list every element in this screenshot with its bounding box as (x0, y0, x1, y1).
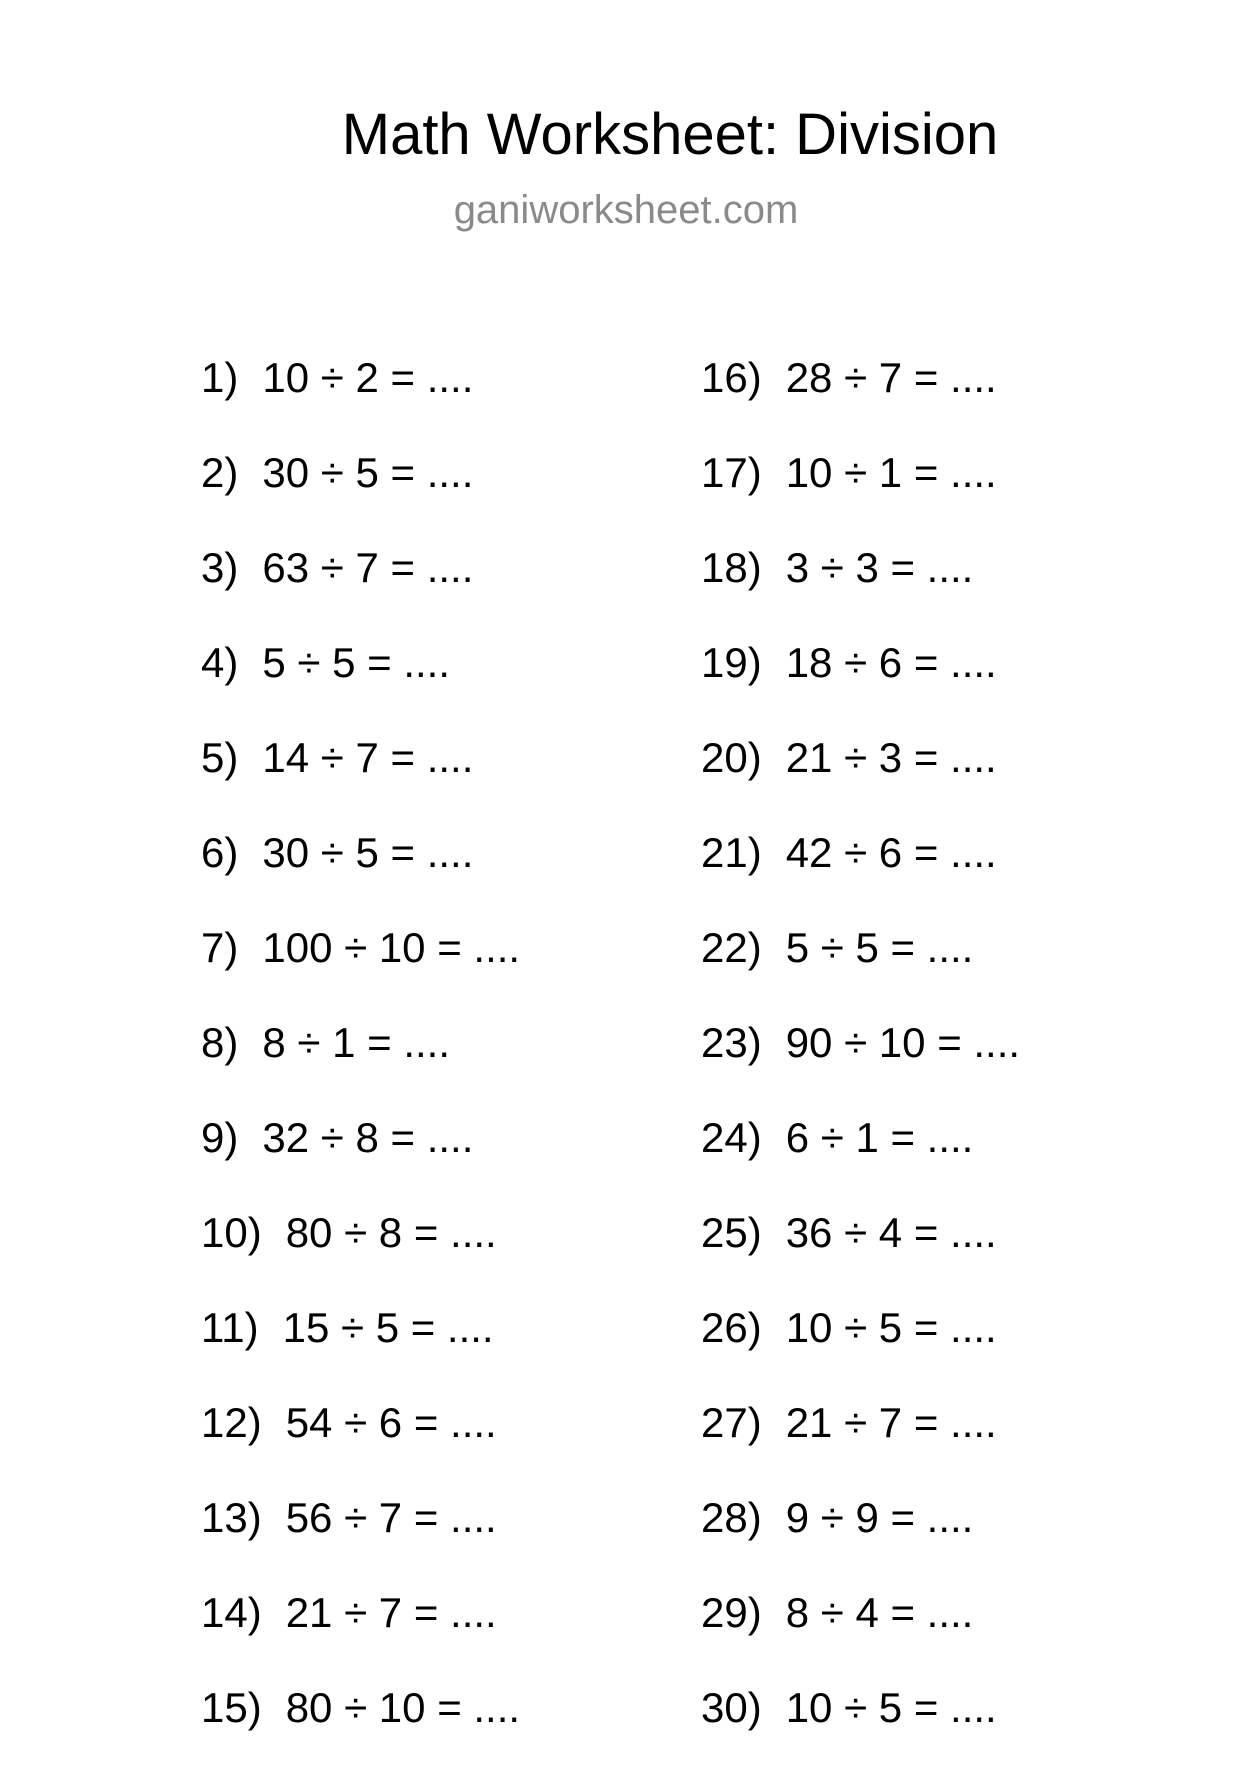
problem-expression: 30 ÷ 5 = .... (262, 829, 474, 876)
problem-expression: 30 ÷ 5 = .... (262, 449, 474, 496)
problem-expression: 14 ÷ 7 = .... (262, 734, 474, 781)
problems-column-right (701, 346, 1020, 1771)
problem-expression: 3 ÷ 3 = .... (785, 544, 974, 591)
problem-expression: 63 ÷ 7 = .... (262, 544, 474, 591)
problem-expression: 21 ÷ 7 = .... (285, 1589, 497, 1636)
problem-expression: 100 ÷ 10 = .... (262, 924, 521, 971)
problem-expression: 5 ÷ 5 = .... (262, 639, 451, 686)
problem-item (701, 1011, 1020, 1106)
problem-number: 8) (201, 1019, 239, 1066)
problem-item (701, 1391, 1020, 1486)
problem-item (701, 1676, 1020, 1771)
problem-number: 14) (201, 1589, 262, 1636)
problem-number: 18) (701, 544, 762, 591)
problem-expression: 8 ÷ 4 = .... (785, 1589, 974, 1636)
problem-item (701, 1486, 1020, 1581)
problem-expression: 8 ÷ 1 = .... (262, 1019, 451, 1066)
problem-number: 27) (701, 1399, 762, 1446)
problem-item (201, 1486, 520, 1581)
page-title: Math Worksheet: Division (341, 102, 999, 167)
problem-item (201, 916, 520, 1011)
problem-item (201, 346, 520, 441)
problem-item (201, 1296, 520, 1391)
problem-item (701, 916, 1020, 1011)
problem-number: 29) (701, 1589, 762, 1636)
problem-item (701, 1581, 1020, 1676)
problem-expression: 10 ÷ 1 = .... (785, 449, 997, 496)
problem-expression: 6 ÷ 1 = .... (785, 1114, 974, 1161)
problem-expression: 32 ÷ 8 = .... (262, 1114, 474, 1161)
problem-number: 12) (201, 1399, 262, 1446)
problem-item (201, 821, 520, 916)
problem-number: 11) (201, 1304, 259, 1351)
site-url: ganiworksheet.com (453, 188, 799, 232)
problem-item (201, 1676, 520, 1771)
problem-number: 17) (701, 449, 762, 496)
problem-item (201, 1391, 520, 1486)
problem-item (701, 821, 1020, 916)
problem-item (201, 441, 520, 536)
problem-item (701, 346, 1020, 441)
problem-item (701, 1106, 1020, 1201)
problem-number: 13) (201, 1494, 262, 1541)
problem-expression: 15 ÷ 5 = .... (282, 1304, 494, 1351)
problem-number: 16) (701, 354, 762, 401)
problem-item (701, 441, 1020, 536)
problem-number: 2) (201, 449, 239, 496)
problem-expression: 36 ÷ 4 = .... (785, 1209, 997, 1256)
problem-item (201, 1201, 520, 1296)
problem-expression: 10 ÷ 5 = .... (785, 1684, 997, 1731)
problem-item (701, 631, 1020, 726)
problem-expression: 54 ÷ 6 = .... (285, 1399, 497, 1446)
problem-number: 5) (201, 734, 239, 781)
problem-item (701, 1296, 1020, 1391)
problem-item (701, 726, 1020, 821)
problem-item (201, 1581, 520, 1676)
problem-number: 7) (201, 924, 239, 971)
problem-number: 23) (701, 1019, 762, 1066)
problem-number: 6) (201, 829, 239, 876)
problem-expression: 21 ÷ 3 = .... (785, 734, 997, 781)
problem-number: 24) (701, 1114, 762, 1161)
problem-item (201, 1011, 520, 1106)
problem-number: 3) (201, 544, 239, 591)
problem-expression: 5 ÷ 5 = .... (785, 924, 974, 971)
problem-expression: 10 ÷ 2 = .... (262, 354, 474, 401)
problem-item (201, 631, 520, 726)
problem-item (201, 726, 520, 821)
problem-expression: 10 ÷ 5 = .... (785, 1304, 997, 1351)
problem-number: 26) (701, 1304, 762, 1351)
problem-item (201, 1106, 520, 1201)
problem-number: 20) (701, 734, 762, 781)
problem-number: 25) (701, 1209, 762, 1256)
problem-expression: 9 ÷ 9 = .... (785, 1494, 974, 1541)
problem-expression: 42 ÷ 6 = .... (785, 829, 997, 876)
problem-number: 28) (701, 1494, 762, 1541)
problem-expression: 56 ÷ 7 = .... (285, 1494, 497, 1541)
problem-expression: 18 ÷ 6 = .... (785, 639, 997, 686)
problem-number: 1) (201, 354, 239, 401)
problem-expression: 80 ÷ 8 = .... (285, 1209, 497, 1256)
problem-number: 19) (701, 639, 762, 686)
problem-number: 15) (201, 1684, 262, 1731)
problem-item (701, 536, 1020, 631)
problem-number: 4) (201, 639, 239, 686)
problem-expression: 90 ÷ 10 = .... (785, 1019, 1021, 1066)
problems-column-left (201, 346, 520, 1771)
problem-item (201, 536, 520, 631)
problem-expression: 21 ÷ 7 = .... (785, 1399, 997, 1446)
problem-number: 9) (201, 1114, 239, 1161)
problem-item (701, 1201, 1020, 1296)
problem-number: 10) (201, 1209, 262, 1256)
problem-expression: 28 ÷ 7 = .... (785, 354, 997, 401)
problem-expression: 80 ÷ 10 = .... (285, 1684, 521, 1731)
problem-number: 30) (701, 1684, 762, 1731)
problem-number: 22) (701, 924, 762, 971)
problem-number: 21) (701, 829, 762, 876)
